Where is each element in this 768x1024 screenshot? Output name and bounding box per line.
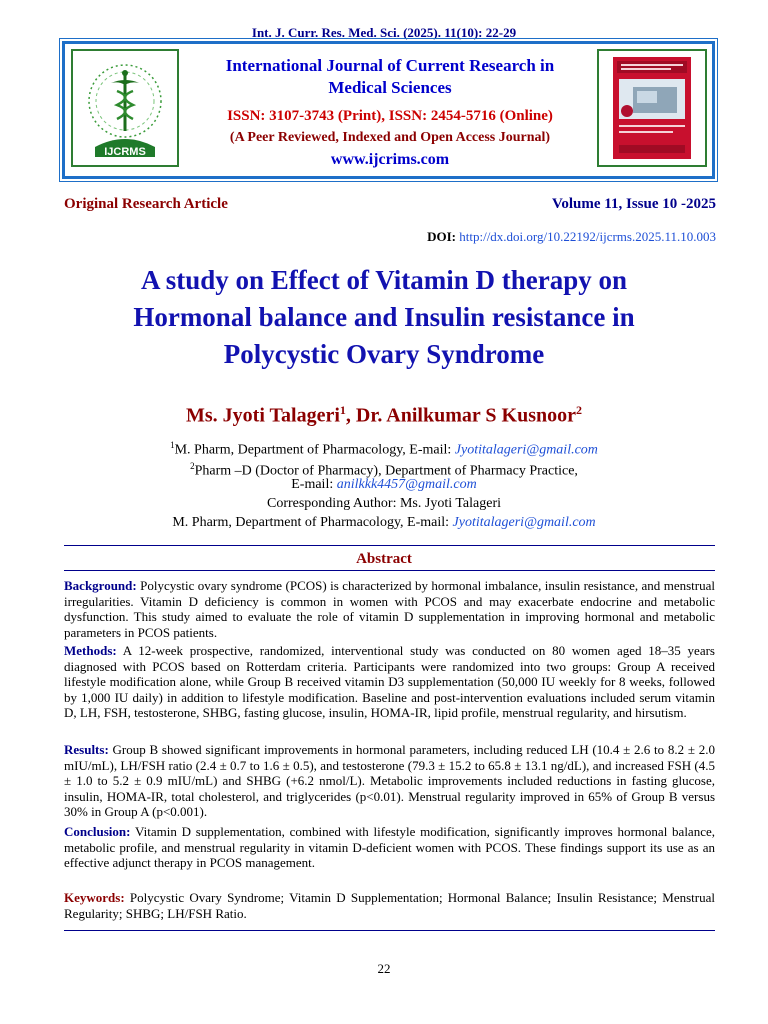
journal-cover-image: [597, 49, 707, 167]
affiliation-1-text: M. Pharm, Department of Pharmacology, E-mail:: [174, 442, 455, 458]
abstract-conclusion: [64, 824, 715, 871]
corresponding-author: Corresponding Author: Ms. Jyoti Talageri: [266, 496, 502, 511]
author-1: Ms. Jyoti Talageri: [186, 404, 340, 427]
article-title-line2: Hormonal balance and Insulin resistance in: [133, 302, 635, 332]
author-separator: ,: [345, 404, 356, 427]
abstract-heading: Abstract: [356, 551, 412, 567]
methods-label: Methods:: [64, 643, 117, 658]
abstract-top-rule: [64, 545, 715, 546]
article-type: Original Research Article: [64, 196, 228, 212]
methods-text: A 12-week prospective, randomized, interventional study was conducted on 80 women aged 18–35 years diagnosed with PCOS based on Rotterdam criteria. Participants were randomized into two groups: Group A received lifestyle modification alone, while Group B received vitamin D3 supplementation (50,000 IU weekly for 8 weeks, followed by 1,000 IU daily) in addition to lifestyle modification. Baseline and post-intervention evaluations included serum vitamin D, LH, FSH, testosterone, SHBG, fasting glucose, insulin, HOMA-IR, lipid profile, menstrual regularity, and hirsutism.: [64, 643, 715, 721]
caduceus-logo-icon: [73, 51, 177, 165]
page-number: 22: [377, 961, 391, 976]
volume-issue: Volume 11, Issue 10 -2025: [551, 196, 716, 212]
affiliation-1-mark: 1: [170, 440, 175, 450]
journal-peer-review-note: (A Peer Reviewed, Indexed and Open Access Journal): [229, 130, 551, 145]
abstract-heading-rule: [64, 570, 715, 571]
author-list: [0, 403, 768, 428]
journal-website-link[interactable]: www.ijcrims.com: [330, 151, 450, 168]
keywords-label: Keywords:: [64, 890, 125, 905]
article-title: [40, 262, 728, 373]
affiliation-2-email-label: E-mail:: [291, 477, 337, 492]
author-2: Dr. Anilkumar S Kusnoor: [355, 404, 576, 427]
corresponding-email[interactable]: Jyotitalageri@gmail.com: [452, 515, 596, 530]
affiliation-2-text: Pharm –D (Doctor of Pharmacy), Department of Pharmacy Practice,: [194, 463, 578, 479]
journal-cover-icon: [599, 51, 705, 165]
doi-line: [427, 229, 716, 245]
journal-logo: [71, 49, 179, 167]
corresponding-affiliation: [0, 514, 768, 532]
background-text: Polycystic ovary syndrome (PCOS) is characterized by hormonal imbalance, insulin resistance, and menstrual irregularities. Vitamin D deficiency is common in women with PCOS and may exacerbate endocrine and metabolic dysfunction. This study aimed to evaluate the role of vitamin D supplementation in improving hormonal and metabolic parameters in PCOS patients.: [64, 578, 715, 640]
abstract-results: [64, 742, 715, 820]
abstract-background: [64, 578, 715, 640]
doi-label: DOI:: [427, 229, 456, 244]
results-text: Group B showed significant improvements in hormonal parameters, including reduced LH (10.4 ± 2.6 to 8.2 ± 2.0 mIU/mL), LH/FSH ratio (2.4 ± 0.7 to 1.6 ± 0.5), and testosterone (79.3 ± 15.2 to 65.8 ± 13.1 ng/dL), and increased FSH (4.5 ± 1.0 to 5.2 ± 0.9 mIU/mL) and SHBG (+6.2 nmol/L). Metabolic improvements included reductions in fasting glucose, insulin, HOMA-IR, total cholesterol, and triglycerides (p<0.01). Menstrual regularity improved in 65% of Group B versus 30% in Group A (p<0.001).: [64, 742, 715, 820]
conclusion-text: Vitamin D supplementation, combined with lifestyle modification, significantly improves hormonal balance, metabolic profile, and menstrual regularity in vitamin D-deficient women with PCOS. These findings support its use as an effective adjunct therapy in PCOS management.: [64, 824, 715, 871]
affiliation-2-email-line: [0, 476, 768, 494]
background-label: Background:: [64, 578, 137, 593]
doi-link[interactable]: http://dx.doi.org/10.22192/ijcrms.2025.11.10.003: [459, 229, 716, 244]
abstract-methods: [64, 643, 715, 721]
journal-title-line2: Medical Sciences: [328, 78, 452, 97]
affiliation-1-email[interactable]: Jyotitalageri@gmail.com: [454, 442, 598, 458]
author-2-affiliation-mark: 2: [575, 403, 582, 417]
journal-title: [190, 55, 590, 99]
corresponding-affiliation-text: M. Pharm, Department of Pharmacology, E-mail:: [172, 515, 453, 530]
results-label: Results:: [64, 742, 109, 757]
abstract-bottom-rule: [64, 930, 715, 931]
logo-text: IJCRMS: [104, 146, 146, 158]
article-title-line1: A study on Effect of Vitamin D therapy on: [140, 265, 627, 295]
keywords: [64, 890, 715, 921]
affiliation-2-email[interactable]: anilkkk4457@gmail.com: [336, 477, 477, 492]
conclusion-label: Conclusion:: [64, 824, 131, 839]
journal-title-line1: International Journal of Current Research in: [225, 56, 555, 75]
journal-issn: ISSN: 3107-3743 (Print), ISSN: 2454-5716 (Online): [227, 108, 553, 124]
article-title-line3: Polycystic Ovary Syndrome: [223, 339, 545, 369]
keywords-text: Polycystic Ovary Syndrome; Vitamin D Supplementation; Hormonal Balance; Insulin Resistance; Menstrual Regularity; SHBG; LH/FSH Ratio.: [64, 890, 715, 921]
journal-citation: Int. J. Curr. Res. Med. Sci. (2025). 11(10): 22-29: [251, 25, 517, 40]
author-1-affiliation-mark: 1: [339, 403, 346, 417]
affiliation-2-mark: 2: [190, 461, 195, 471]
